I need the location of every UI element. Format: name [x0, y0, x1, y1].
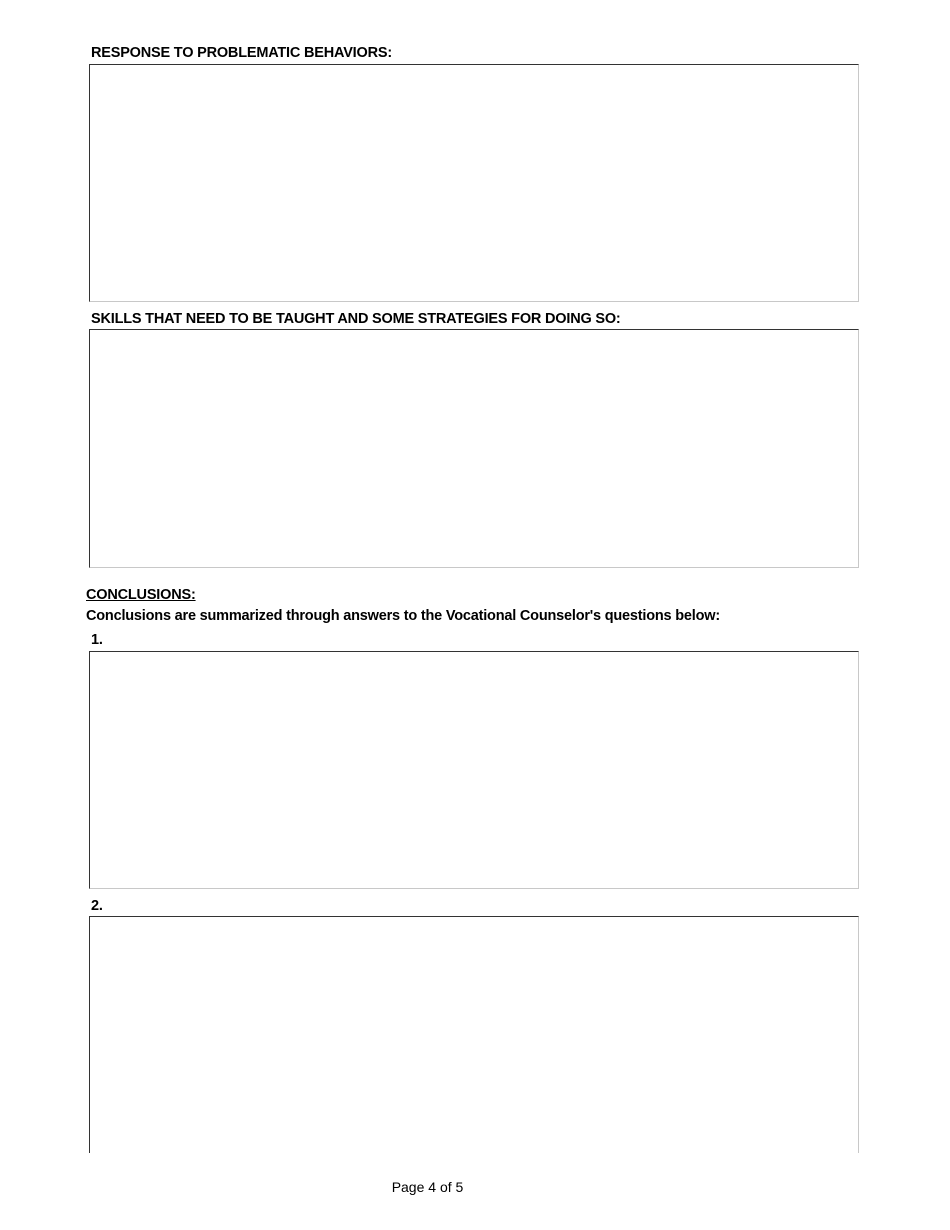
skills-to-teach-label: SKILLS THAT NEED TO BE TAUGHT AND SOME STRATEGIES FOR DOING SO: [91, 311, 621, 327]
page-number: Page 4 of 5 [391, 1179, 464, 1195]
question-1-answer-field[interactable] [89, 651, 859, 889]
skills-to-teach-field[interactable] [89, 329, 859, 568]
question-2-answer-field[interactable] [89, 916, 859, 1153]
conclusions-intro: Conclusions are summarized through answers to the Vocational Counselor's questions below: [86, 608, 720, 624]
question-2-number: 2. [91, 898, 103, 914]
question-1-number: 1. [91, 632, 103, 648]
problematic-behaviors-label: RESPONSE TO PROBLEMATIC BEHAVIORS: [91, 45, 392, 61]
problematic-behaviors-field[interactable] [89, 64, 859, 302]
conclusions-heading: CONCLUSIONS: [86, 587, 196, 603]
